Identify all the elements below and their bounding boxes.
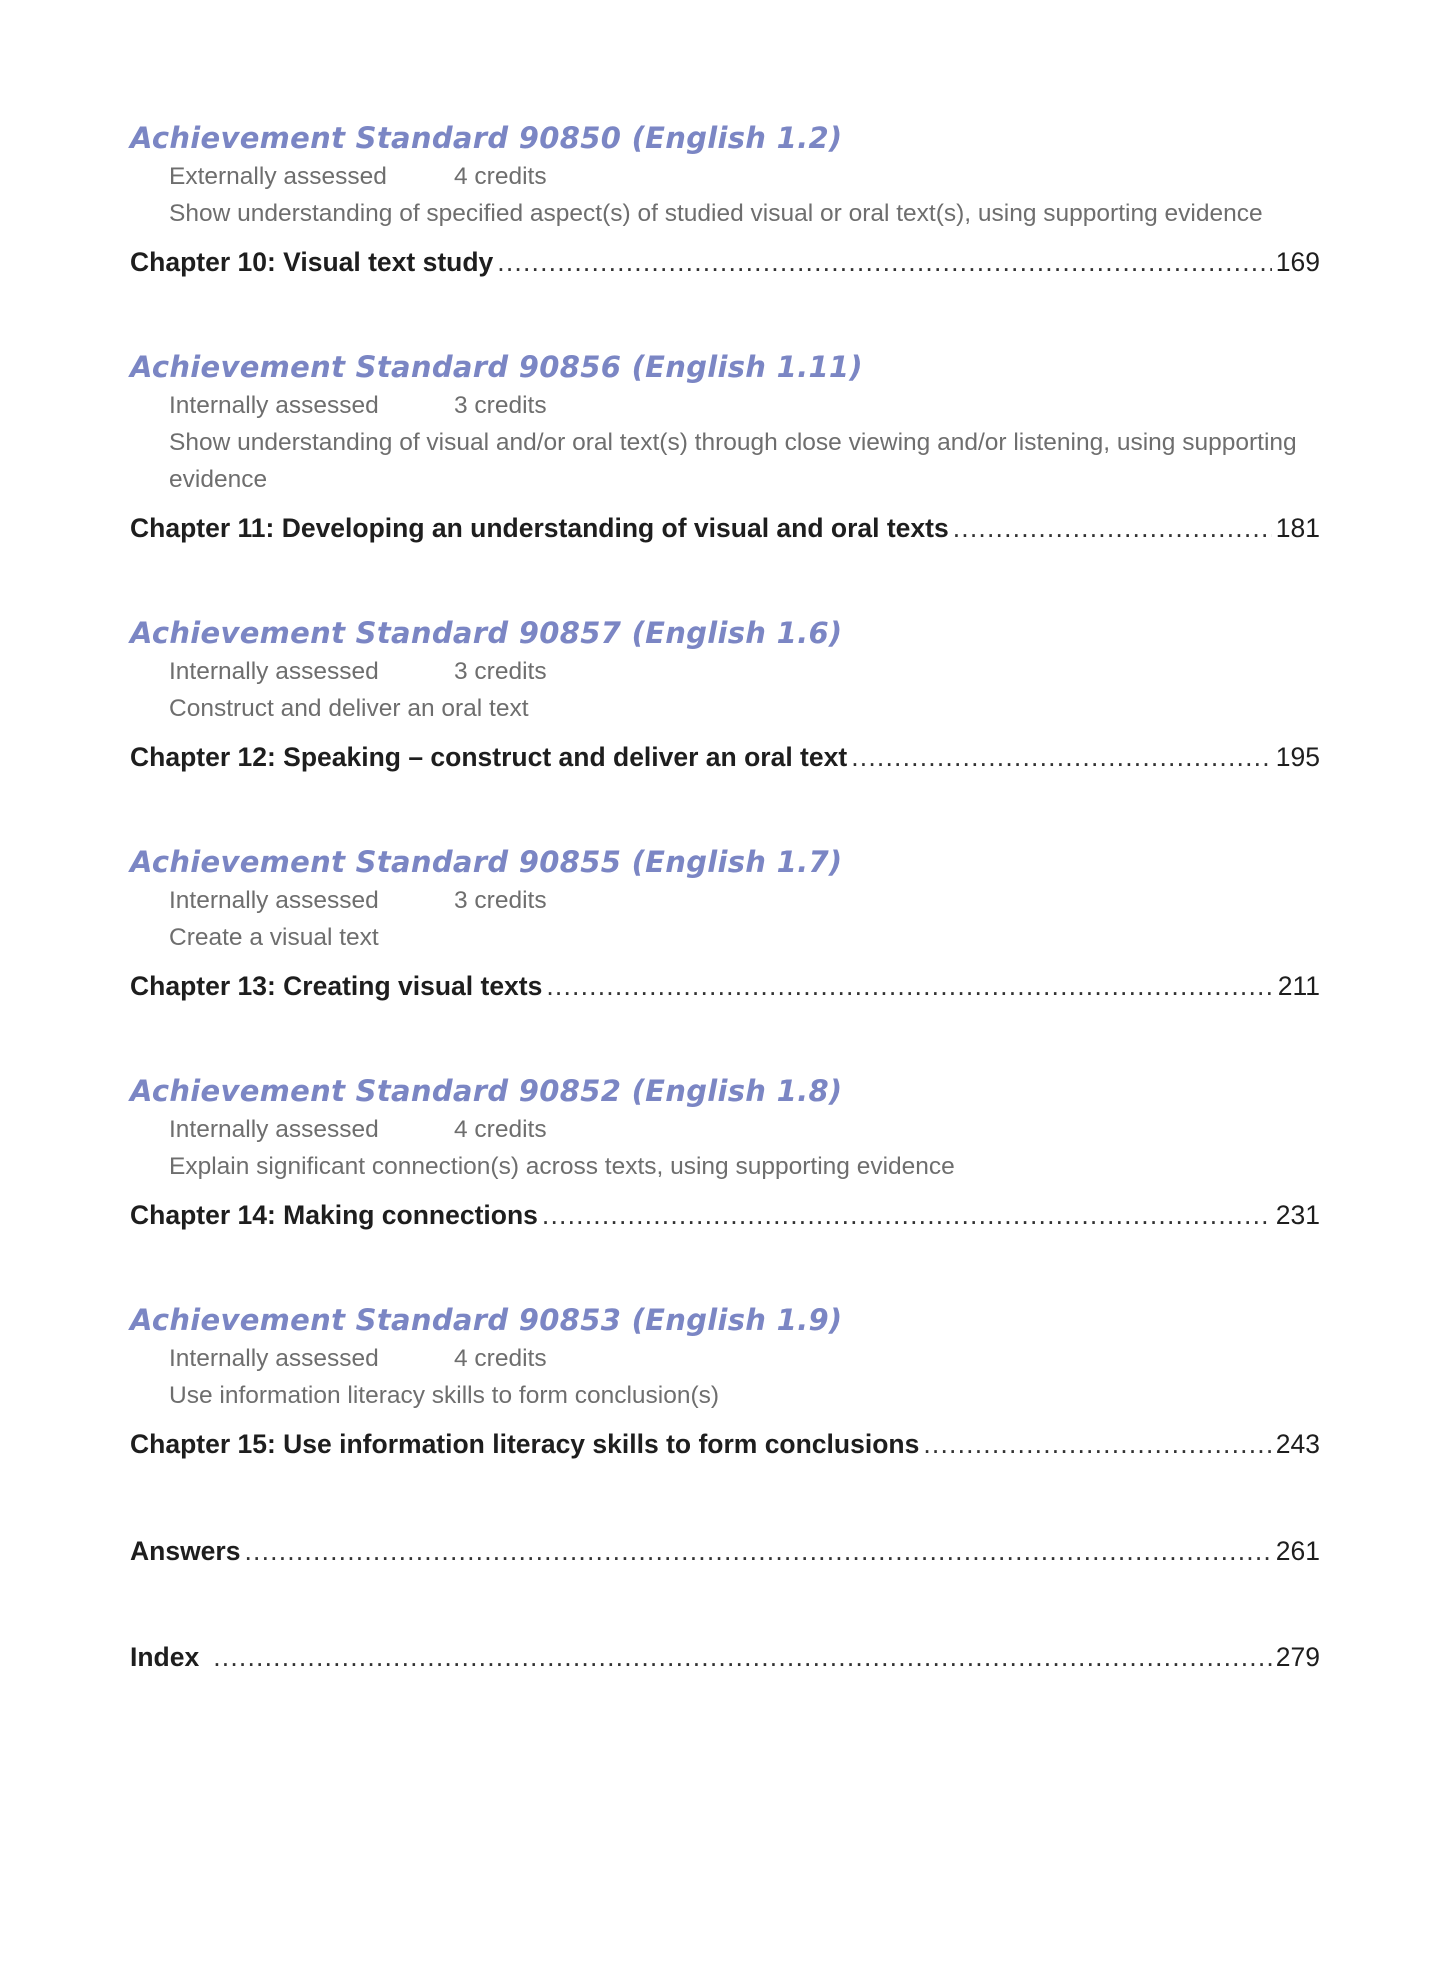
assessment-type: Internally assessed [169, 1116, 379, 1143]
toc-entry-chapter-10[interactable] [130, 242, 1320, 282]
chapter-title[interactable]: Chapter 12: Speaking – construct and deliver an oral text [130, 742, 848, 772]
standard-meta [169, 1340, 1320, 1414]
standard-meta [169, 653, 1320, 727]
page-number: 211 [1277, 971, 1320, 1001]
dot-leader [244, 1531, 1271, 1571]
toc-entry-answers[interactable] [130, 1531, 1320, 1571]
toc-section-index [130, 1637, 1320, 1677]
page-number: 195 [1275, 742, 1320, 772]
credits: 4 credits [454, 163, 547, 190]
page-number: 243 [1275, 1429, 1320, 1459]
chapter-title[interactable]: Chapter 14: Making connections [130, 1200, 538, 1230]
assessment-type: Internally assessed [169, 887, 379, 914]
toc-section-90852 [130, 1071, 1320, 1235]
standard-heading: Achievement Standard 90856 (English 1.11) [130, 350, 863, 384]
toc-entry-index[interactable] [130, 1637, 1320, 1677]
credits: 3 credits [454, 658, 547, 685]
toc-section-90856 [130, 347, 1320, 548]
credits: 3 credits [454, 392, 547, 419]
standard-description: Create a visual text [169, 924, 379, 951]
page-number: 279 [1275, 1642, 1320, 1672]
chapter-title[interactable]: Chapter 11: Developing an understanding of visual and oral texts [130, 513, 949, 543]
answers-title[interactable]: Answers [130, 1536, 241, 1566]
toc-section-answers [130, 1531, 1320, 1571]
toc-section-90850 [130, 118, 1320, 282]
standard-description: Show understanding of specified aspect(s) of studied visual or oral text(s), using supporting evidence [169, 200, 1263, 227]
standard-heading: Achievement Standard 90852 (English 1.8) [130, 1074, 843, 1108]
standard-meta [169, 158, 1320, 232]
credits: 4 credits [454, 1116, 547, 1143]
page-number: 261 [1275, 1536, 1320, 1566]
assessment-type: Internally assessed [169, 658, 379, 685]
standard-heading: Achievement Standard 90857 (English 1.6) [130, 616, 843, 650]
credits: 3 credits [454, 887, 547, 914]
credits: 4 credits [454, 1345, 547, 1372]
dot-leader [923, 1424, 1271, 1464]
standard-description: Explain significant connection(s) across texts, using supporting evidence [169, 1153, 955, 1180]
standard-heading: Achievement Standard 90855 (English 1.7) [130, 845, 843, 879]
toc-section-90855 [130, 842, 1320, 1006]
assessment-type: Internally assessed [169, 1345, 379, 1372]
page-number: 231 [1275, 1200, 1320, 1230]
toc-entry-chapter-12[interactable] [130, 737, 1320, 777]
toc-entry-chapter-15[interactable] [130, 1424, 1320, 1464]
page-number: 169 [1275, 247, 1320, 277]
toc-entry-chapter-14[interactable] [130, 1195, 1320, 1235]
standard-meta [169, 882, 1320, 956]
standard-meta [169, 387, 1320, 498]
standard-meta [169, 1111, 1320, 1185]
chapter-title[interactable]: Chapter 15: Use information literacy skills to form conclusions [130, 1429, 920, 1459]
toc-section-90857 [130, 613, 1320, 777]
chapter-title[interactable]: Chapter 10: Visual text study [130, 247, 494, 277]
toc-section-90853 [130, 1300, 1320, 1464]
assessment-type: Internally assessed [169, 392, 379, 419]
dot-leader [213, 1637, 1272, 1677]
standard-description: Show understanding of visual and/or oral text(s) through close viewing and/or listening, using supporting evidence [169, 429, 1297, 493]
dot-leader [953, 508, 1272, 548]
toc-entry-chapter-11[interactable] [130, 508, 1320, 548]
dot-leader [851, 737, 1272, 777]
toc-entry-chapter-13[interactable] [130, 966, 1320, 1006]
standard-description: Use information literacy skills to form conclusion(s) [169, 1382, 720, 1409]
chapter-title[interactable]: Chapter 13: Creating visual texts [130, 971, 543, 1001]
index-title[interactable]: Index [130, 1642, 200, 1672]
standard-heading: Achievement Standard 90850 (English 1.2) [130, 121, 843, 155]
page-number: 181 [1275, 513, 1320, 543]
dot-leader [542, 1195, 1272, 1235]
standard-heading: Achievement Standard 90853 (English 1.9) [130, 1303, 843, 1337]
dot-leader [546, 966, 1273, 1006]
assessment-type: Externally assessed [169, 163, 387, 190]
standard-description: Construct and deliver an oral text [169, 695, 529, 722]
dot-leader [497, 242, 1272, 282]
